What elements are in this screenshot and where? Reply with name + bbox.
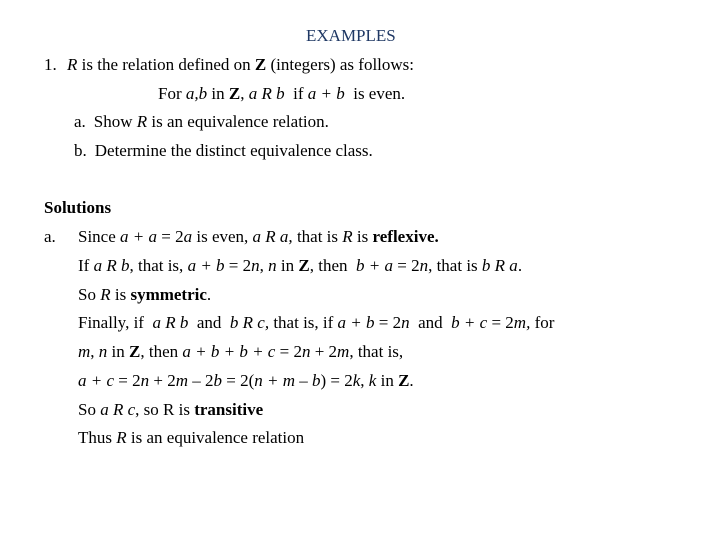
definition-suffix: is even. — [344, 84, 406, 103]
definition-prefix: For — [158, 84, 186, 103]
expr: n — [98, 342, 108, 361]
page-title: EXAMPLES — [306, 26, 396, 45]
expr: a + a — [120, 227, 158, 246]
text: = 2 — [374, 313, 402, 332]
expr: a R c — [100, 400, 136, 419]
text: . — [517, 256, 523, 275]
expr: n + m – b — [254, 371, 321, 390]
text: = 2 — [487, 313, 514, 332]
text: + 2 — [310, 342, 338, 361]
text: is — [110, 285, 131, 304]
text: is an equivalence relation — [126, 428, 305, 447]
text: , that is, — [349, 342, 404, 361]
expr: m — [78, 342, 91, 361]
problem-part-a — [74, 112, 329, 132]
text: , so R is — [135, 400, 195, 419]
text: for — [530, 313, 555, 332]
text: , — [90, 342, 99, 361]
expr: n — [419, 256, 429, 275]
text: , — [259, 256, 269, 275]
solution-line-reflexive — [78, 227, 439, 247]
text: is — [352, 227, 373, 246]
text: is even, — [192, 227, 253, 246]
expr: a + b — [337, 313, 375, 332]
expr: b + a — [356, 256, 393, 275]
text: , then — [309, 256, 356, 275]
part-var: R — [136, 112, 148, 131]
solution-line-derivation — [78, 371, 414, 391]
text: Since — [78, 227, 121, 246]
text: Thus — [78, 428, 117, 447]
expr: n — [251, 256, 260, 275]
expr: b — [213, 371, 222, 390]
text: = 2 — [114, 371, 141, 390]
integer-set-symbol: Z — [129, 342, 141, 361]
text: If — [78, 256, 94, 275]
text: in — [376, 371, 399, 390]
relation-definition — [158, 84, 405, 104]
expr: a R b — [152, 313, 189, 332]
solution-line-transitive — [78, 400, 263, 420]
text: – 2 — [188, 371, 214, 390]
expr: R — [116, 428, 127, 447]
text: . — [409, 371, 414, 390]
integer-set-symbol: Z — [298, 256, 310, 275]
text: Finally, if — [78, 313, 153, 332]
property-transitive: transitive — [194, 400, 264, 419]
text: . — [206, 285, 212, 304]
definition-if: if — [284, 84, 308, 103]
text: in — [107, 342, 130, 361]
expr: a + b — [187, 256, 225, 275]
definition-set: Z — [228, 84, 241, 103]
integer-set-symbol: Z — [254, 55, 267, 74]
solution-line-sum — [78, 342, 403, 362]
expr: R — [342, 227, 353, 246]
part-label: b. — [74, 141, 87, 160]
integer-set-symbol: Z — [398, 371, 410, 390]
expr: m — [175, 371, 188, 390]
expr: a + c — [78, 371, 115, 390]
relation-symbol: R — [67, 55, 78, 74]
definition-in: in — [207, 84, 229, 103]
expr: k — [352, 371, 361, 390]
text: = 2 — [157, 227, 184, 246]
problem-statement — [44, 55, 414, 75]
text: that is — [292, 227, 343, 246]
part-label: a. — [74, 112, 86, 131]
solution-line-transitive-proof — [78, 313, 554, 333]
text: , — [360, 371, 369, 390]
expr: b + c — [451, 313, 488, 332]
part-text: Show — [93, 112, 137, 131]
text: = 2 — [392, 256, 420, 275]
text: So — [78, 400, 101, 419]
expr: n — [140, 371, 150, 390]
solutions-heading: Solutions — [44, 198, 112, 217]
solution-line-symmetric-proof — [78, 256, 522, 276]
solution-line-symmetric — [78, 285, 211, 305]
solution-line-conclusion — [78, 428, 304, 448]
expr: a — [183, 227, 193, 246]
expr: m — [337, 342, 350, 361]
part-text: Determine the distinct equivalence class. — [94, 141, 373, 160]
expr: n — [401, 313, 410, 332]
statement-text: is the relation defined on — [77, 55, 255, 74]
solution-label: a. — [44, 227, 56, 246]
expr: m, — [513, 313, 531, 332]
text: and — [409, 313, 452, 332]
text: and — [188, 313, 230, 332]
expr: n — [268, 256, 277, 275]
property-reflexive: reflexive. — [372, 227, 439, 246]
expr: R — [100, 285, 111, 304]
problem-number: 1. — [44, 55, 57, 74]
expr: a R a, — [252, 227, 293, 246]
expr: b R a — [481, 256, 518, 275]
text: = 2 — [224, 256, 252, 275]
definition-condition: a + b — [307, 84, 345, 103]
statement-rest: (integers) as follows: — [266, 55, 415, 74]
text: , that is, — [129, 256, 188, 275]
definition-relation: a R b — [248, 84, 285, 103]
definition-comma: , — [240, 84, 249, 103]
text: = 2 — [275, 342, 302, 361]
part-text-post: is an equivalence relation. — [147, 112, 329, 131]
problem-part-b — [74, 141, 373, 161]
definition-vars: a,b — [185, 84, 208, 103]
text: , then — [140, 342, 183, 361]
expr: n — [301, 342, 311, 361]
text: So — [78, 285, 101, 304]
text: in — [276, 256, 299, 275]
text: + 2 — [149, 371, 176, 390]
text: ) = 2 — [320, 371, 353, 390]
text: that is, if — [269, 313, 338, 332]
text: , that is — [428, 256, 482, 275]
expr: b R c, — [229, 313, 270, 332]
expr: k — [368, 371, 377, 390]
expr: a R b — [93, 256, 130, 275]
text: = 2( — [222, 371, 255, 390]
property-symmetric: symmetric — [130, 285, 207, 304]
expr: a + b + b + c — [182, 342, 276, 361]
